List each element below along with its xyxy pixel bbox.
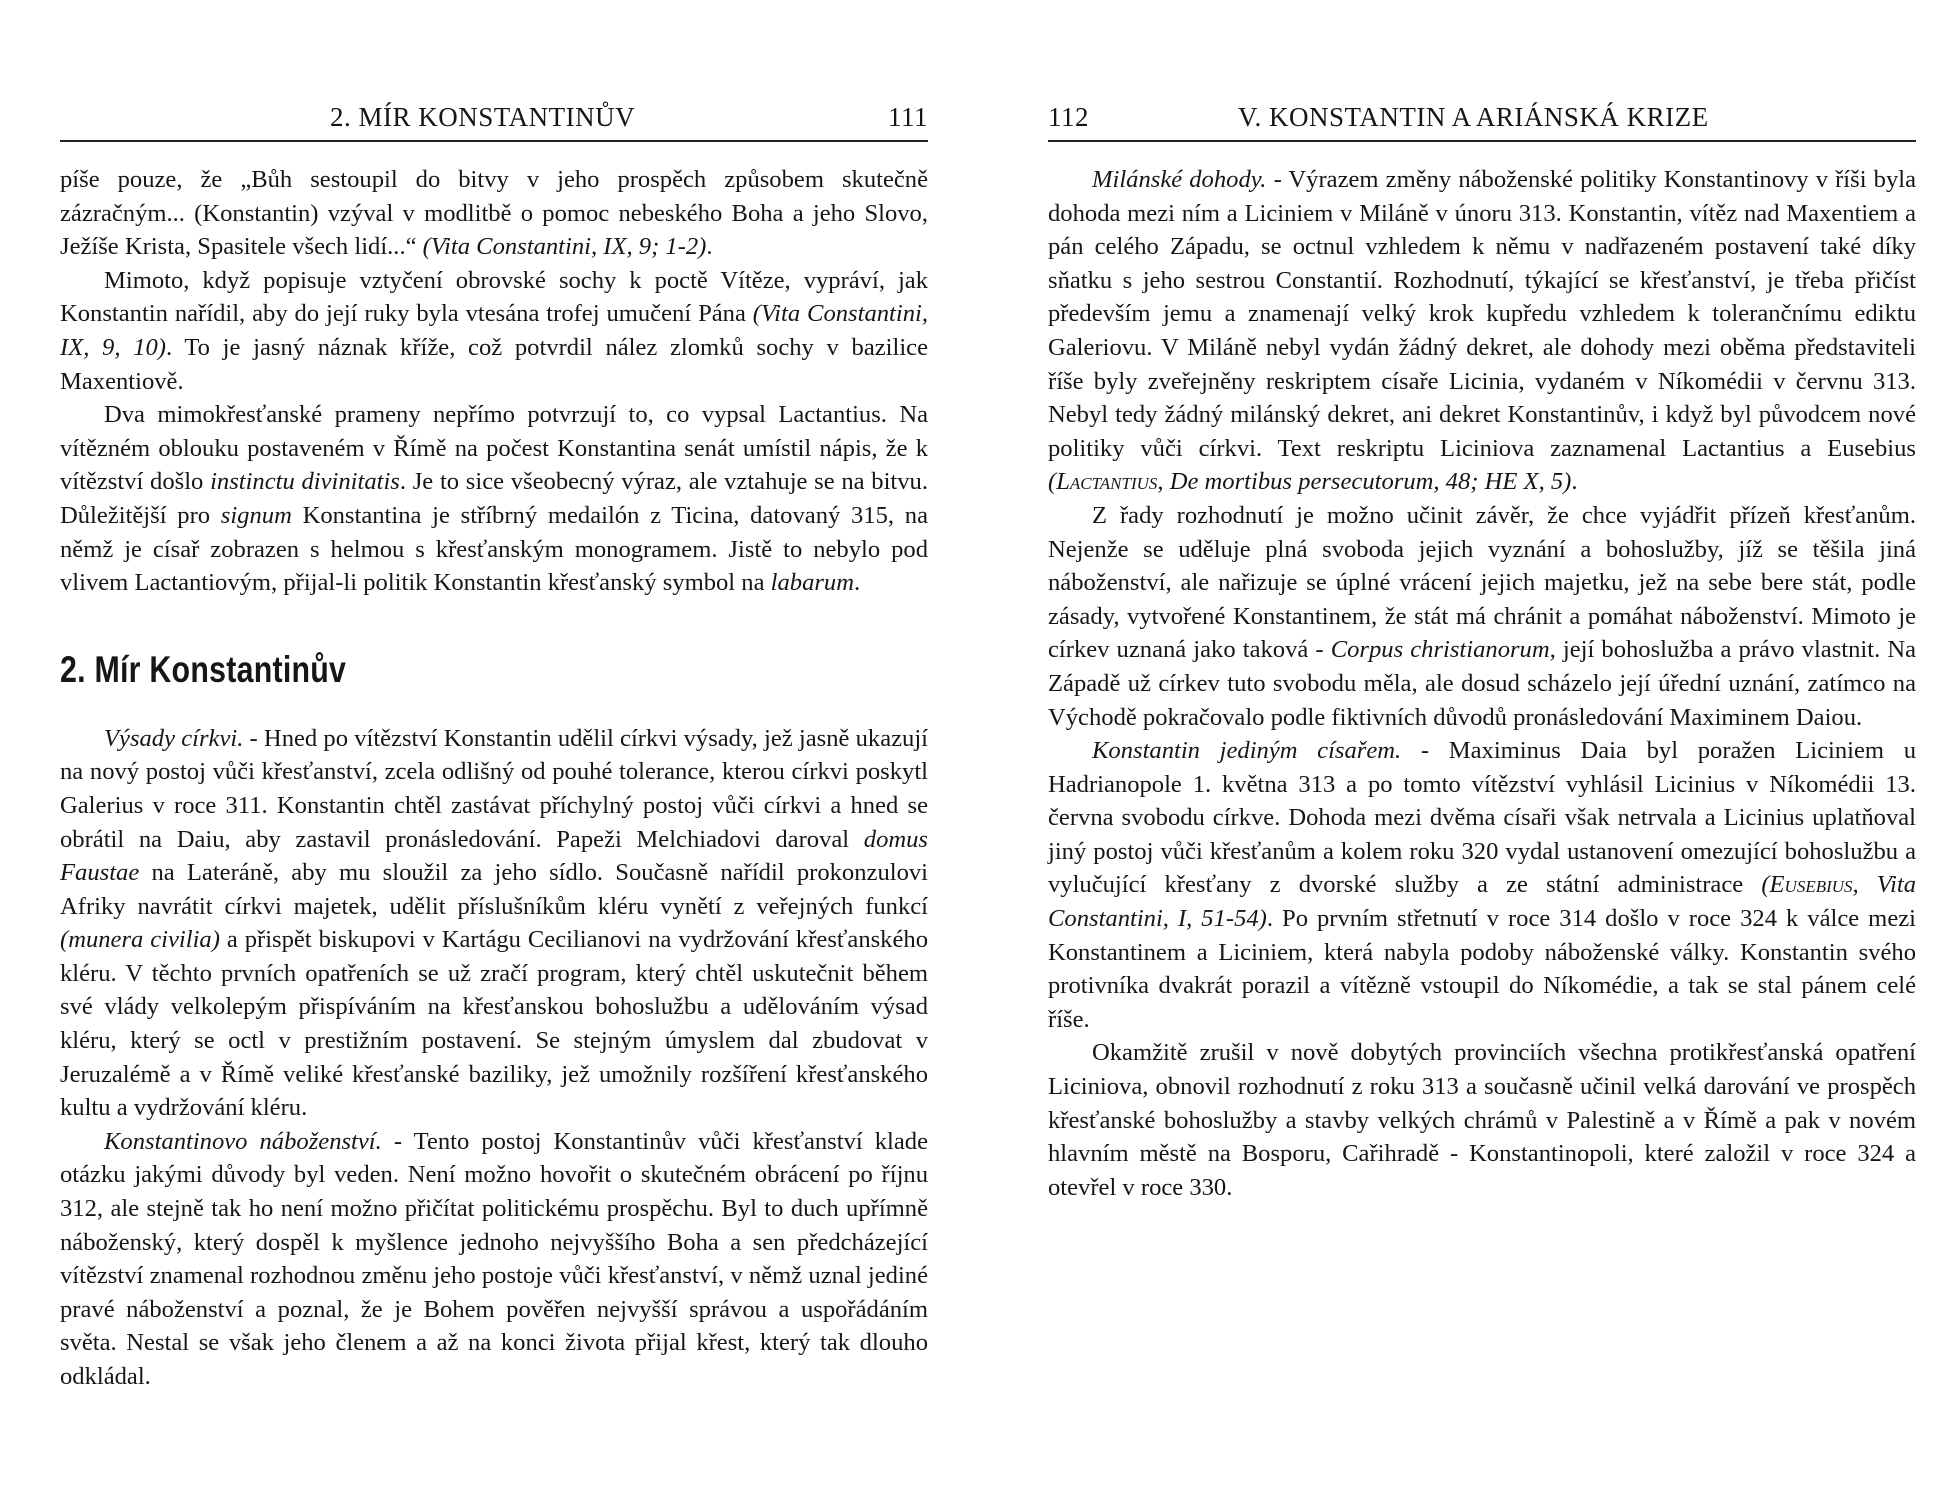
text-run: - Tento postoj Konstantinův vůči křesťanství klade otázku jakými důvody byl veden. Není možno hovořit o skutečném obrácení po říjnu 312, ale stejně tak ho není možno přičítat politickému prospěchu. Byl to duch upřímně náboženský, který dospěl k myšlence jednoho nejvyššího Boha a sen předcházející vítězství znamenal rozhodnou změnu jeho postoje vůči křesťanství, v němž uznal jediné pravé náboženství a poznal, že je Bohem pověřen nejvyšší správou a uspořádáním světa. Nestal se však jeho členem a až na konci života přijal křest, který tak dlouho odkládal. xyxy=(60,1127,929,1390)
latin-term: (munera civilia) xyxy=(60,926,220,954)
paragraph xyxy=(60,398,928,600)
text-run: Z řady rozhodnutí je možno učinit závěr, že chce vyjádřit přízeň křesťanům. Nejenže se uděluje plná svoboda jejich vyznání a bohoslužby, jíž se těšila jiná náboženství, ale nařizuje se úplné vrácení jejich majetku, jež na sebe bere stát, podle zásady, vytvořené Konstantinem, že stát má chránit a pomáhat náboženství. Mimoto je církev uznaná jako taková - xyxy=(1048,501,1916,664)
running-title: V. KONSTANTIN A ARIÁNSKÁ KRIZE xyxy=(1238,102,1709,132)
paragraph-lead: Konstantinovo náboženství. xyxy=(104,1127,382,1155)
section-heading: 2. Mír Konstantinův xyxy=(60,648,347,690)
text-run: na Lateráně, aby mu sloužil za jeho sídlo. Současně nařídil prokonzulovi Afriky navrátit církvi majetek, udělit příslušníkům kléru vynětí z veřejných funkcí xyxy=(60,859,928,920)
running-header xyxy=(60,100,928,142)
text-run: - Výrazem změny náboženské politiky Konstantinovy v říši byla dohoda mezi ním a Liciniem v Miláně v únoru 313. Konstantin, vítěz nad Maxentiem a pán celého Západu, se octnul vzhledem k němu v nadřazeném postavení také díky sňatku s jeho sestrou Constantií. Rozhodnutí, týkající se křesťanství, je třeba přičíst především jemu a znamenají velký krok kupředu vzhledem k tolerančnímu ediktu Galeriovu. V Miláně nebyl vydán žádný dekret, ale dohody mezi oběma představiteli říše byly zveřejněny reskriptem císaře Licinia, vydaném v Níkomédii v červnu 313. Nebyl tedy žádný milánský dekret, ani dekret Konstantinův, i když byl původcem nové politiky vůči církvi. Text reskriptu Liciniova zaznamenal Lactantius a Eusebius xyxy=(1048,166,1916,462)
paragraph xyxy=(60,1125,928,1394)
text-run: . xyxy=(706,233,713,261)
text-run: píše pouze, že „Bůh sestoupil do bitvy v jeho prospěch způsobem skutečně zázračným... (Konstantin) vzýval v modlitbě o pomoc nebeského Boha a jeho Slovo, Ježíše Krista, Spasitele všech lidí...“ xyxy=(60,166,928,261)
latin-term: instinctu divinitatis xyxy=(210,468,400,496)
paragraph-lead: Výsady církvi. xyxy=(104,724,244,752)
paragraph xyxy=(1048,499,1916,734)
citation-author: Lactantius, xyxy=(1056,468,1164,496)
running-header xyxy=(1048,100,1916,142)
latin-term: Corpus christianorum, xyxy=(1330,636,1556,664)
citation xyxy=(1048,468,1571,495)
citation: (Vita Constantini, IX, 9; 1-2) xyxy=(422,233,707,261)
text-run: Dva mimokřesťanské prameny nepřímo potvrzují to, co vypsal Lactantius. Na vítězném oblouku postaveném v Římě na počest Konstantina senát umístil nápis, že k vítězství došlo xyxy=(60,401,928,496)
right-page-text xyxy=(1048,163,1916,1204)
left-page xyxy=(60,0,928,1500)
paragraph-lead: Konstantin jediným císařem. xyxy=(1092,737,1402,765)
citation-open: ( xyxy=(1048,468,1057,496)
text-run: . xyxy=(1571,468,1578,496)
text-run: - Maximinus Daia byl poražen Liciniem u Hadrianopole 1. května 313 a po tomto vítězství vyhlásil Licinius v Níkomédii 13. června svobodu církve. Dohoda mezi dvěma císaři však netrvala a Licinius uplatňoval jiný postoj vůči křesťanům a kolem roku 320 vydal ustanovení omezující bohoslužbu a vylučující křesťany z dvorské služby a ze státní administrace xyxy=(1048,737,1916,899)
page-number: 112 xyxy=(1048,102,1089,132)
text-run: . Je to sice všeobecný výraz, ale vztahuje se na bitvu. Důležitější pro xyxy=(60,468,928,529)
citation-title: Vita Constantini, I, 51-54) xyxy=(1048,871,1916,933)
paragraph-lead: Milánské dohody. xyxy=(1092,166,1267,193)
running-title: 2. MÍR KONSTANTINŮV xyxy=(330,102,636,132)
citation: (Vita Constantini, IX, 9, 10) xyxy=(60,300,929,361)
citation-author: Eusebius, xyxy=(1769,871,1859,899)
text-run: a přispět biskupovi v Kartágu Cecilianovi na vydržování křesťanského kléru. V těchto prvních opatřeních se už zračí program, který chtěl uskutečnit během své vlády velkolepým přispíváním na křesťanskou bohoslužbu a udělováním výsad kléru, který se octl v prestižním postavení. Se stejným úmyslem dal zbudovat v Jeruzalémě a v Římě veliké křesťanské baziliky, jež umožnily rozšíření křesťanského kultu a vydržování kléru. xyxy=(60,926,928,1122)
text-run: . Po prvním střetnutí v roce 314 došlo v roce 324 k válce mezi Konstantinem a Liciniem, která nabyla podoby náboženské války. Konstantin svého protivníka dvakrát porazil a vítězně vstoupil do Níkomédie, a tak se stal pánem celé říše. xyxy=(1048,905,1916,1033)
text-run: Konstantina je stříbrný medailón z Ticina, datovaný 315, na němž je císař zobrazen s helmou s křesťanským monogramem. Jistě to nebylo pod vlivem Lactantiovým, přijal-li politik Konstantin křesťanský symbol na xyxy=(60,501,928,597)
paragraph xyxy=(60,722,928,1125)
text-run: její bohoslužba a právo vlastnit. Na Západě už církev tuto svobodu měla, ale dosud scházelo její úřední uznání, zatímco na Východě pokračovalo podle fiktivních důvodů pronásledování Maximinem Daiou. xyxy=(1048,636,1916,731)
latin-term: signum xyxy=(220,501,292,529)
text-run: . To je jasný náznak kříže, což potvrdil nález zlomků sochy v bazilice Maxentiově. xyxy=(60,333,928,395)
page-number: 111 xyxy=(888,102,928,132)
paragraph xyxy=(1048,734,1916,1036)
text-run: - Hned po vítězství Konstantin udělil církvi výsady, jež jasně ukazují na nový postoj vůči křesťanství, zcela odlišný od pouhé tolerance, kterou církvi poskytl Galerius v roce 311. Konstantin chtěl zastávat příchylný postoj vůči církvi a hned se obrátil na Daiu, aby zastavil pronásledování. Papeži Melchiadovi daroval xyxy=(60,724,928,853)
paragraph xyxy=(60,163,928,264)
text-run: Okamžitě zrušil v nově dobytých provinciích všechna protikřesťanská opatření Liciniova, obnovil rozhodnutí z roku 313 a současně učinil velká darování ve prospěch křesťanské bohoslužby a stavby velkých chrámů v Palestině a v Římě a pak v novém hlavním městě na Bosporu, Cařihradě - Konstantinopoli, které založil v roce 324 a otevřel v roce 330. xyxy=(1048,1039,1916,1201)
paragraph xyxy=(1048,1036,1916,1204)
text-run: Mimoto, když popisuje vztyčení obrovské sochy k poctě Vítěze, vypráví, jak Konstantin nařídil, aby do její ruky byla vtesána trofej umučení Pána xyxy=(60,266,928,328)
right-page xyxy=(1048,0,1916,1500)
citation-title: De mortibus persecutorum, 48; HE X, 5) xyxy=(1163,468,1572,496)
left-page-text xyxy=(60,163,928,1394)
paragraph xyxy=(60,264,928,398)
citation-open: ( xyxy=(1761,871,1770,899)
paragraph xyxy=(1048,163,1916,499)
latin-term: domus Faustae xyxy=(60,825,928,887)
latin-term: labarum xyxy=(770,569,854,597)
text-run: . xyxy=(854,569,861,597)
